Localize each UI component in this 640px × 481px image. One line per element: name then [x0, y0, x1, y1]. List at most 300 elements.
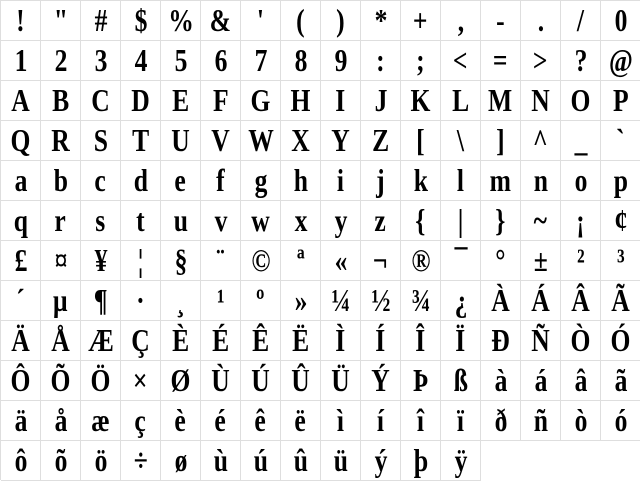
glyph: Æ [87, 322, 114, 358]
glyph: Ê [251, 322, 270, 358]
glyph: Ä [11, 322, 30, 358]
glyph-cell[interactable] [1, 321, 41, 361]
glyph: Å [51, 322, 70, 358]
glyph-cell[interactable] [561, 361, 601, 401]
glyph-cell[interactable] [241, 361, 281, 401]
glyph-cell[interactable] [401, 401, 441, 441]
glyph-cell[interactable] [481, 1, 521, 41]
glyph-cell[interactable] [1, 41, 41, 81]
glyph-cell[interactable] [321, 321, 361, 361]
glyph-cell[interactable] [401, 121, 441, 161]
glyph: . [537, 2, 544, 38]
glyph: Q [10, 122, 31, 158]
glyph: Ú [251, 362, 270, 398]
glyph: 9 [334, 42, 347, 78]
glyph-cell[interactable] [601, 401, 640, 441]
glyph-cell[interactable] [481, 281, 521, 321]
glyph-cell[interactable] [361, 161, 401, 201]
glyph-cell[interactable] [441, 41, 481, 81]
glyph-cell[interactable] [41, 201, 81, 241]
glyph-cell[interactable] [561, 241, 601, 281]
glyph: ò [574, 402, 587, 438]
glyph: æ [91, 402, 110, 438]
glyph-cell[interactable] [1, 281, 41, 321]
glyph-cell[interactable] [161, 201, 201, 241]
glyph-cell[interactable] [321, 81, 361, 121]
glyph-cell[interactable] [361, 1, 401, 41]
glyph-cell[interactable] [401, 281, 441, 321]
glyph-cell[interactable] [41, 361, 81, 401]
glyph: G [250, 82, 271, 118]
glyph-cell[interactable] [121, 281, 161, 321]
glyph: @ [608, 42, 633, 78]
glyph-cell[interactable] [281, 361, 321, 401]
glyph-cell[interactable] [81, 81, 121, 121]
glyph-cell[interactable] [241, 201, 281, 241]
glyph-cell[interactable] [41, 1, 81, 41]
glyph: ¾ [410, 282, 431, 318]
glyph: W [247, 122, 274, 158]
glyph-cell[interactable] [201, 241, 241, 281]
glyph: Ô [10, 362, 31, 398]
glyph-cell[interactable] [601, 241, 640, 281]
glyph-cell[interactable] [281, 321, 321, 361]
glyph: ° [495, 242, 506, 278]
glyph: º [256, 282, 265, 318]
glyph: e [174, 162, 187, 198]
glyph: I [335, 82, 346, 118]
glyph-cell[interactable] [521, 1, 561, 41]
glyph: ü [333, 442, 348, 478]
glyph-cell[interactable] [361, 121, 401, 161]
glyph: Á [531, 282, 550, 318]
glyph-cell[interactable] [321, 201, 361, 241]
glyph-cell[interactable] [41, 401, 81, 441]
glyph-cell[interactable] [81, 41, 121, 81]
glyph-cell[interactable] [401, 201, 441, 241]
glyph-cell[interactable] [201, 361, 241, 401]
glyph-cell[interactable] [521, 281, 561, 321]
glyph-cell[interactable] [241, 41, 281, 81]
glyph-cell[interactable] [321, 161, 361, 201]
glyph-cell[interactable] [401, 241, 441, 281]
glyph: L [451, 82, 470, 118]
glyph-cell[interactable] [281, 161, 321, 201]
glyph-cell[interactable] [481, 321, 521, 361]
glyph: u [173, 202, 188, 238]
glyph-cell[interactable] [201, 81, 241, 121]
glyph-cell[interactable] [281, 1, 321, 41]
glyph: ^ [533, 122, 548, 158]
glyph: ± [533, 242, 548, 278]
glyph-cell[interactable] [561, 281, 601, 321]
glyph: § [174, 242, 187, 278]
glyph: Ë [291, 322, 310, 358]
glyph: ¸ [176, 282, 185, 318]
glyph-cell[interactable] [121, 1, 161, 41]
glyph: t [136, 202, 145, 238]
glyph: ¦ [137, 242, 144, 278]
glyph-cell[interactable] [441, 281, 481, 321]
glyph-cell[interactable] [561, 201, 601, 241]
glyph: q [13, 202, 28, 238]
glyph: ö [94, 442, 107, 478]
glyph-cell[interactable] [81, 321, 121, 361]
glyph: Ü [331, 362, 350, 398]
glyph: _ [574, 122, 587, 158]
glyph-cell[interactable] [401, 1, 441, 41]
glyph: ® [410, 242, 431, 278]
glyph-cell[interactable] [281, 281, 321, 321]
glyph-cell[interactable] [241, 241, 281, 281]
glyph-cell[interactable] [401, 81, 441, 121]
glyph-cell[interactable] [321, 41, 361, 81]
glyph: ¢ [614, 202, 627, 238]
glyph-cell[interactable] [441, 441, 481, 481]
glyph: [ [416, 122, 425, 158]
glyph-cell[interactable] [81, 161, 121, 201]
glyph: d [133, 162, 148, 198]
glyph-cell[interactable] [441, 361, 481, 401]
glyph-cell[interactable] [81, 1, 121, 41]
glyph: ì [336, 402, 345, 438]
glyph: ñ [533, 402, 548, 438]
glyph: ¶ [93, 282, 108, 318]
glyph-cell[interactable] [601, 121, 640, 161]
glyph: ä [14, 402, 27, 438]
glyph: N [531, 82, 550, 118]
glyph: ¹ [216, 282, 225, 318]
glyph-cell[interactable] [121, 401, 161, 441]
glyph: ã [614, 362, 627, 398]
glyph: w [251, 202, 270, 238]
glyph: f [216, 162, 225, 198]
glyph-cell[interactable] [561, 161, 601, 201]
glyph-cell[interactable] [241, 161, 281, 201]
glyph-cell[interactable] [161, 281, 201, 321]
glyph-cell[interactable] [81, 121, 121, 161]
glyph: Ò [570, 322, 591, 358]
glyph: Â [571, 282, 590, 318]
glyph-cell[interactable] [121, 41, 161, 81]
glyph-cell[interactable] [1, 81, 41, 121]
glyph: ² [576, 242, 585, 278]
glyph-cell[interactable] [601, 321, 640, 361]
glyph-cell[interactable] [41, 441, 81, 481]
glyph: x [294, 202, 307, 238]
glyph-cell[interactable] [1, 441, 41, 481]
glyph-cell[interactable] [281, 441, 321, 481]
glyph-cell[interactable] [1, 121, 41, 161]
glyph-cell[interactable] [41, 241, 81, 281]
glyph-cell[interactable] [121, 241, 161, 281]
glyph-cell[interactable] [521, 361, 561, 401]
glyph-cell[interactable] [281, 121, 321, 161]
glyph-cell[interactable] [1, 1, 41, 41]
glyph-cell[interactable] [241, 281, 281, 321]
glyph: & [209, 2, 232, 38]
glyph-cell[interactable] [401, 41, 441, 81]
glyph-cell[interactable] [481, 41, 521, 81]
glyph: $ [134, 2, 147, 38]
glyph-cell[interactable] [201, 281, 241, 321]
glyph: ú [253, 442, 268, 478]
glyph: ] [496, 122, 505, 158]
glyph: ¼ [330, 282, 351, 318]
glyph-cell[interactable] [81, 441, 121, 481]
glyph-cell[interactable] [41, 321, 81, 361]
glyph-cell[interactable] [1, 161, 41, 201]
glyph: 3 [94, 42, 107, 78]
glyph-cell[interactable] [441, 321, 481, 361]
glyph-cell[interactable] [561, 401, 601, 441]
glyph: ³ [616, 242, 625, 278]
glyph: ; [416, 42, 425, 78]
glyph-cell[interactable] [81, 401, 121, 441]
glyph: Ù [211, 362, 230, 398]
glyph: ÿ [454, 442, 467, 478]
glyph: Þ [412, 362, 429, 398]
glyph-cell[interactable] [441, 121, 481, 161]
glyph-cell[interactable] [161, 401, 201, 441]
glyph: ' [256, 2, 265, 38]
glyph: F [212, 82, 229, 118]
glyph-cell[interactable] [201, 401, 241, 441]
glyph: µ [53, 282, 68, 318]
glyph: b [53, 162, 68, 198]
glyph-cell[interactable] [601, 41, 640, 81]
glyph-cell[interactable] [441, 161, 481, 201]
glyph-cell[interactable] [441, 241, 481, 281]
glyph-cell[interactable] [241, 1, 281, 41]
glyph-cell[interactable] [241, 441, 281, 481]
glyph-cell[interactable] [1, 361, 41, 401]
glyph-cell[interactable] [561, 41, 601, 81]
glyph-cell[interactable] [321, 241, 361, 281]
glyph: K [410, 82, 431, 118]
glyph: » [294, 282, 307, 318]
glyph-cell[interactable] [561, 121, 601, 161]
glyph-cell[interactable] [601, 81, 640, 121]
glyph: Y [331, 122, 350, 158]
glyph-cell[interactable] [161, 1, 201, 41]
glyph-cell[interactable] [241, 121, 281, 161]
glyph-cell[interactable] [1, 201, 41, 241]
glyph: J [374, 82, 387, 118]
glyph-cell[interactable] [601, 1, 640, 41]
glyph-cell[interactable] [441, 1, 481, 41]
glyph-cell[interactable] [401, 321, 441, 361]
glyph-cell[interactable] [121, 441, 161, 481]
glyph: O [570, 82, 591, 118]
glyph: Ð [491, 322, 510, 358]
glyph-cell[interactable] [361, 401, 401, 441]
glyph: a [14, 162, 27, 198]
glyph-cell[interactable] [161, 361, 201, 401]
glyph: £ [14, 242, 27, 278]
glyph-cell[interactable] [281, 241, 321, 281]
glyph-cell[interactable] [241, 321, 281, 361]
glyph: Î [415, 322, 426, 358]
glyph-cell[interactable] [121, 161, 161, 201]
glyph: ´ [16, 282, 25, 318]
glyph: ¯ [454, 242, 467, 278]
glyph-cell[interactable] [41, 41, 81, 81]
glyph-cell[interactable] [441, 201, 481, 241]
glyph: Ø [170, 362, 191, 398]
glyph-cell[interactable] [161, 161, 201, 201]
glyph: þ [413, 442, 428, 478]
glyph-cell[interactable] [521, 121, 561, 161]
glyph-cell[interactable] [121, 201, 161, 241]
glyph: | [457, 202, 464, 238]
glyph-cell[interactable] [81, 241, 121, 281]
glyph-cell[interactable] [521, 401, 561, 441]
glyph: > [533, 42, 548, 78]
glyph: à [494, 362, 507, 398]
glyph-cell[interactable] [201, 121, 241, 161]
glyph-cell[interactable] [361, 81, 401, 121]
glyph: û [293, 442, 308, 478]
glyph: B [51, 82, 70, 118]
glyph-cell[interactable] [201, 441, 241, 481]
glyph-cell[interactable] [521, 81, 561, 121]
glyph: å [54, 402, 67, 438]
glyph-cell[interactable] [321, 1, 361, 41]
glyph-cell[interactable] [161, 241, 201, 281]
glyph-cell[interactable] [201, 161, 241, 201]
glyph-cell[interactable] [521, 241, 561, 281]
glyph-cell[interactable] [401, 161, 441, 201]
glyph-cell[interactable] [321, 281, 361, 321]
glyph-cell[interactable] [481, 201, 521, 241]
glyph-cell[interactable] [521, 201, 561, 241]
glyph-cell[interactable] [161, 441, 201, 481]
glyph: h [293, 162, 308, 198]
glyph: g [254, 162, 267, 198]
glyph-cell[interactable] [161, 41, 201, 81]
glyph: P [612, 82, 629, 118]
glyph: + [413, 2, 428, 38]
glyph-cell[interactable] [361, 201, 401, 241]
glyph-cell[interactable] [561, 1, 601, 41]
glyph-cell[interactable] [481, 241, 521, 281]
glyph-cell[interactable] [361, 361, 401, 401]
glyph-cell[interactable] [81, 281, 121, 321]
glyph: # [94, 2, 107, 38]
glyph: Õ [50, 362, 71, 398]
glyph-cell[interactable] [361, 281, 401, 321]
glyph-cell[interactable] [481, 121, 521, 161]
glyph-cell[interactable] [281, 201, 321, 241]
glyph-cell[interactable] [361, 321, 401, 361]
glyph: Ö [90, 362, 111, 398]
glyph-cell[interactable] [121, 321, 161, 361]
glyph-cell[interactable] [161, 81, 201, 121]
glyph-cell[interactable] [521, 41, 561, 81]
glyph: 6 [214, 42, 227, 78]
glyph-cell[interactable] [601, 161, 640, 201]
glyph: é [214, 402, 227, 438]
glyph: ? [574, 42, 587, 78]
glyph: 7 [254, 42, 267, 78]
glyph: " [53, 2, 68, 38]
glyph: î [416, 402, 425, 438]
glyph-cell[interactable] [361, 41, 401, 81]
glyph: ó [614, 402, 627, 438]
glyph-cell[interactable] [561, 321, 601, 361]
glyph-cell[interactable] [321, 401, 361, 441]
glyph-cell[interactable] [601, 281, 640, 321]
glyph-cell[interactable] [481, 81, 521, 121]
glyph-cell[interactable] [521, 321, 561, 361]
glyph-cell[interactable] [201, 321, 241, 361]
glyph-cell[interactable] [281, 41, 321, 81]
glyph-cell[interactable] [121, 121, 161, 161]
glyph-cell[interactable] [201, 201, 241, 241]
glyph-cell[interactable] [1, 241, 41, 281]
glyph: 1 [14, 42, 27, 78]
glyph: 4 [134, 42, 147, 78]
glyph-cell[interactable] [481, 361, 521, 401]
glyph: \ [456, 122, 465, 158]
glyph-cell[interactable] [121, 361, 161, 401]
glyph: - [496, 2, 505, 38]
glyph-cell[interactable] [321, 121, 361, 161]
glyph: ß [453, 362, 468, 398]
glyph-cell[interactable] [1, 401, 41, 441]
glyph-cell[interactable] [41, 161, 81, 201]
glyph-cell[interactable] [521, 161, 561, 201]
glyph-cell[interactable] [281, 401, 321, 441]
glyph-cell[interactable] [561, 81, 601, 121]
glyph-cell[interactable] [601, 361, 640, 401]
glyph-cell[interactable] [241, 81, 281, 121]
glyph-cell[interactable] [401, 361, 441, 401]
glyph-cell[interactable] [81, 361, 121, 401]
glyph: / [576, 2, 585, 38]
glyph-cell[interactable] [361, 441, 401, 481]
glyph: { [415, 202, 426, 238]
glyph: ¿ [454, 282, 467, 318]
glyph-cell[interactable] [161, 321, 201, 361]
glyph-cell[interactable] [281, 81, 321, 121]
glyph-cell[interactable] [41, 281, 81, 321]
glyph-cell[interactable] [321, 441, 361, 481]
glyph-cell[interactable] [401, 441, 441, 481]
glyph: Û [291, 362, 310, 398]
glyph-cell[interactable] [41, 81, 81, 121]
glyph-cell[interactable] [441, 81, 481, 121]
glyph-cell[interactable] [481, 161, 521, 201]
glyph-cell[interactable] [41, 121, 81, 161]
glyph-cell[interactable] [201, 1, 241, 41]
glyph-cell[interactable] [201, 41, 241, 81]
glyph: ~ [533, 202, 548, 238]
glyph-cell[interactable] [121, 81, 161, 121]
glyph-cell[interactable] [441, 401, 481, 441]
glyph-cell[interactable] [321, 361, 361, 401]
glyph-cell[interactable] [81, 201, 121, 241]
glyph-cell[interactable] [241, 401, 281, 441]
glyph-cell[interactable] [481, 401, 521, 441]
glyph: « [334, 242, 347, 278]
glyph-cell[interactable] [161, 121, 201, 161]
glyph: ê [254, 402, 267, 438]
glyph: ë [294, 402, 307, 438]
glyph-cell[interactable] [601, 201, 640, 241]
glyph-cell[interactable] [361, 241, 401, 281]
